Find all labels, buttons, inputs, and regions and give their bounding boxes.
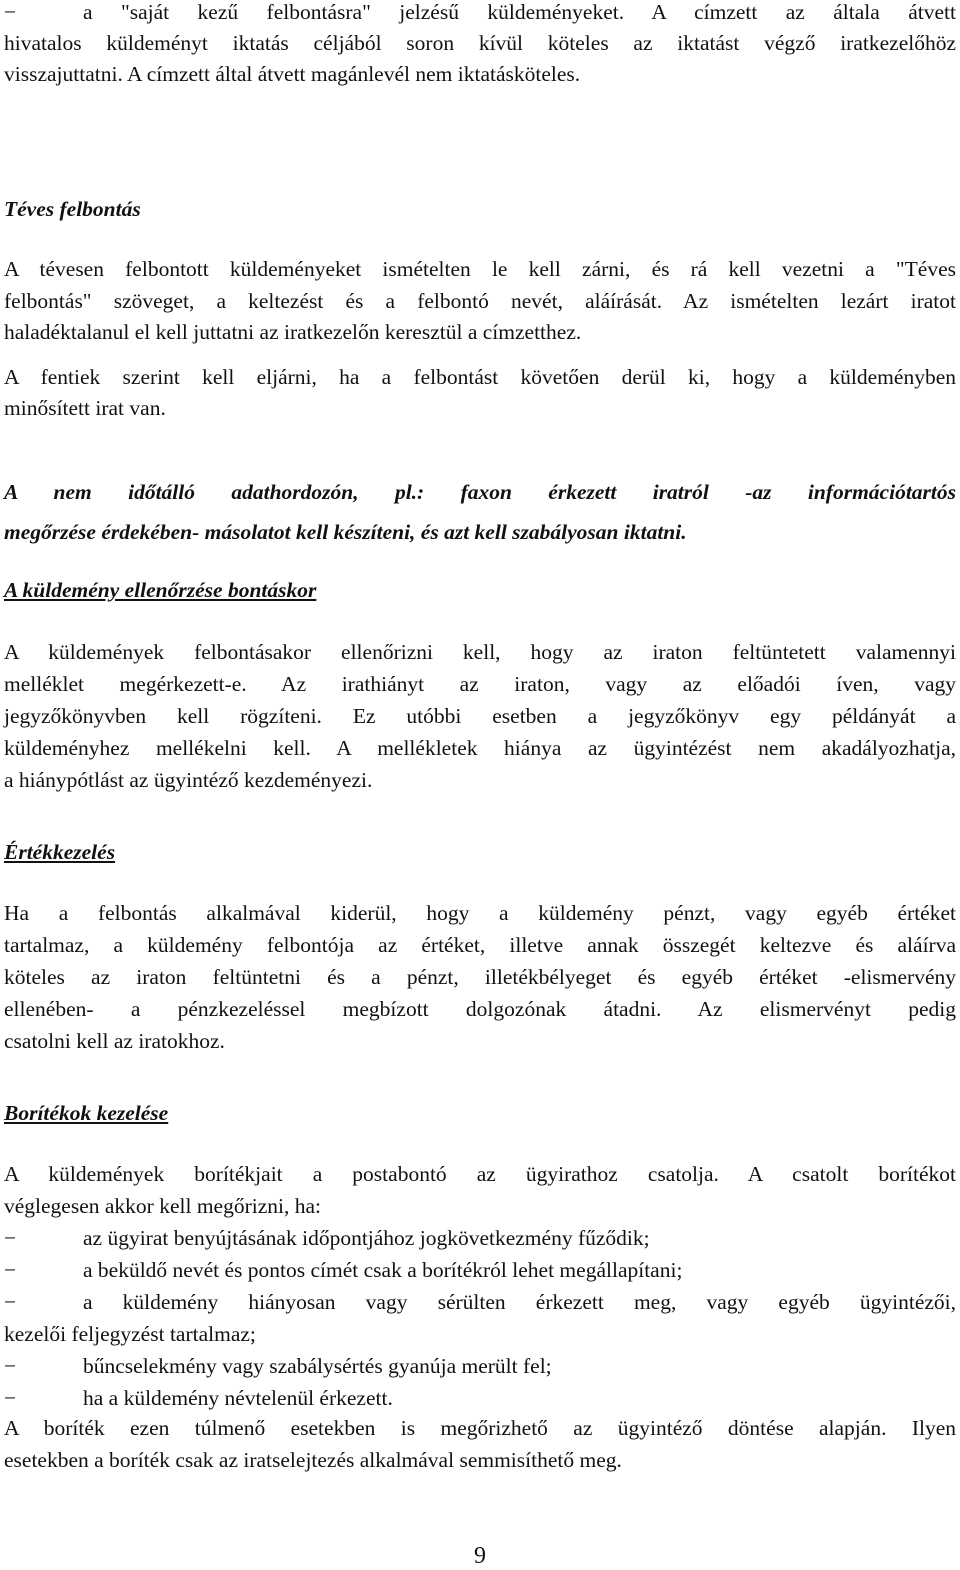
paragraph-line: csatolni kell az iratokhoz. xyxy=(4,1029,225,1053)
list-item-text: a beküldő nevét és pontos címét csak a borítékról lehet megállapítani; xyxy=(83,1258,683,1282)
paragraph-line: Ha a felbontás alkalmával kiderül, hogy a küldemény pénzt, vagy egyéb értéket xyxy=(4,901,956,925)
paragraph-line: minősített irat van. xyxy=(4,396,166,420)
paragraph-line: jegyzőkönyvben kell rögzíteni. Ez utóbbi esetben a jegyzőkönyv egy példányát a xyxy=(4,704,956,728)
list-item xyxy=(4,1388,956,1412)
paragraph-line: visszajuttatni. A címzett által átvett magánlevél nem iktatásköteles. xyxy=(4,62,581,86)
paragraph-line: A küldemények felbontásakor ellenőrizni kell, hogy az iraton feltüntetett valamennyi xyxy=(4,640,956,664)
list-item xyxy=(4,1292,956,1316)
paragraph-line: esetekben a boríték csak az iratselejtezés alkalmával semmisíthető meg. xyxy=(4,1448,622,1472)
paragraph-line: köteles az iraton feltüntetni és a pénzt, illetékbélyeget és egyéb értéket -elismervény xyxy=(4,965,956,989)
paragraph-line: A fentiek szerint kell eljárni, ha a felbontást követően derül ki, hogy a küldeményben xyxy=(4,365,956,389)
paragraph-line: tartalmaz, a küldemény felbontója az értéket, illetve annak összegét keltezve és aláírva xyxy=(4,933,956,957)
section-heading-ellenorzes: A küldemény ellenőrzése bontáskor xyxy=(4,578,317,602)
paragraph-line: A tévesen felbontott küldeményeket ismételten le kell zárni, és rá kell vezetni a "Téves xyxy=(4,257,956,281)
list-item-text: a küldemény hiányosan vagy sérülten érkezett meg, vagy egyéb ügyintézői, xyxy=(83,1290,956,1314)
list-item xyxy=(4,2,956,26)
paragraph-line: melléklet megérkezett-e. Az irathiányt az iraton, vagy az előadói íven, vagy xyxy=(4,672,956,696)
paragraph-line: felbontás" szöveget, a keltezést és a felbontó nevét, aláírását. Az ismételten lezárt iratot xyxy=(4,289,956,313)
list-item-text: az ügyirat benyújtásának időpontjához jogkövetkezmény fűződik; xyxy=(83,1226,650,1250)
list-item-text: bűncselekmény vagy szabálysértés gyanúja merült fel; xyxy=(83,1354,552,1378)
section-heading-teves: Téves felbontás xyxy=(4,197,141,221)
dash-bullet: − xyxy=(4,1354,17,1378)
dash-bullet: − xyxy=(4,1258,17,1282)
paragraph-line: kezelői feljegyzést tartalmaz; xyxy=(4,1322,256,1346)
emphasis-line: megőrzése érdekében- másolatot kell készíteni, és azt kell szabályosan iktatni. xyxy=(4,520,687,544)
dash-bullet: − xyxy=(4,1386,17,1410)
list-item xyxy=(4,1356,956,1380)
paragraph-line: A boríték ezen túlmenő esetekben is megőrizhető az ügyintéző döntése alapján. Ilyen xyxy=(4,1416,956,1440)
dash-bullet: − xyxy=(4,1226,17,1250)
paragraph-line: a hiánypótlást az ügyintéző kezdeményezi. xyxy=(4,768,373,792)
list-item-text: a "saját kezű felbontásra" jelzésű küldeményeket. A címzett az általa átvett xyxy=(83,0,956,24)
page-number: 9 xyxy=(474,1543,486,1569)
list-item xyxy=(4,1260,956,1284)
emphasis-line: A nem időtálló adathordozón, pl.: faxon érkezett iratról -az információtartós xyxy=(4,480,956,504)
section-heading-boritek: Borítékok kezelése xyxy=(4,1101,169,1125)
paragraph-line: küldeményhez mellékelni kell. A mellékletek hiánya az ügyintézést nem akadályozhatja, xyxy=(4,736,956,760)
list-item-text: ha a küldemény névtelenül érkezett. xyxy=(83,1386,393,1410)
list-item xyxy=(4,1228,956,1252)
paragraph-line: hivatalos küldeményt iktatás céljából soron kívül köteles az iktatást végző iratkezelőhöz xyxy=(4,31,956,55)
paragraph-line: haladéktalanul el kell juttatni az iratkezelőn keresztül a címzetthez. xyxy=(4,320,582,344)
document-page xyxy=(4,0,956,1567)
dash-bullet: − xyxy=(4,0,17,24)
dash-bullet: − xyxy=(4,1290,17,1314)
paragraph-line: ellenében- a pénzkezeléssel megbízott dolgozónak átadni. Az elismervényt pedig xyxy=(4,997,956,1021)
paragraph-line: véglegesen akkor kell megőrizni, ha: xyxy=(4,1194,322,1218)
section-heading-ertek: Értékkezelés xyxy=(4,840,116,864)
paragraph-line: A küldemények borítékjait a postabontó az ügyirathoz csatolja. A csatolt borítékot xyxy=(4,1162,956,1186)
